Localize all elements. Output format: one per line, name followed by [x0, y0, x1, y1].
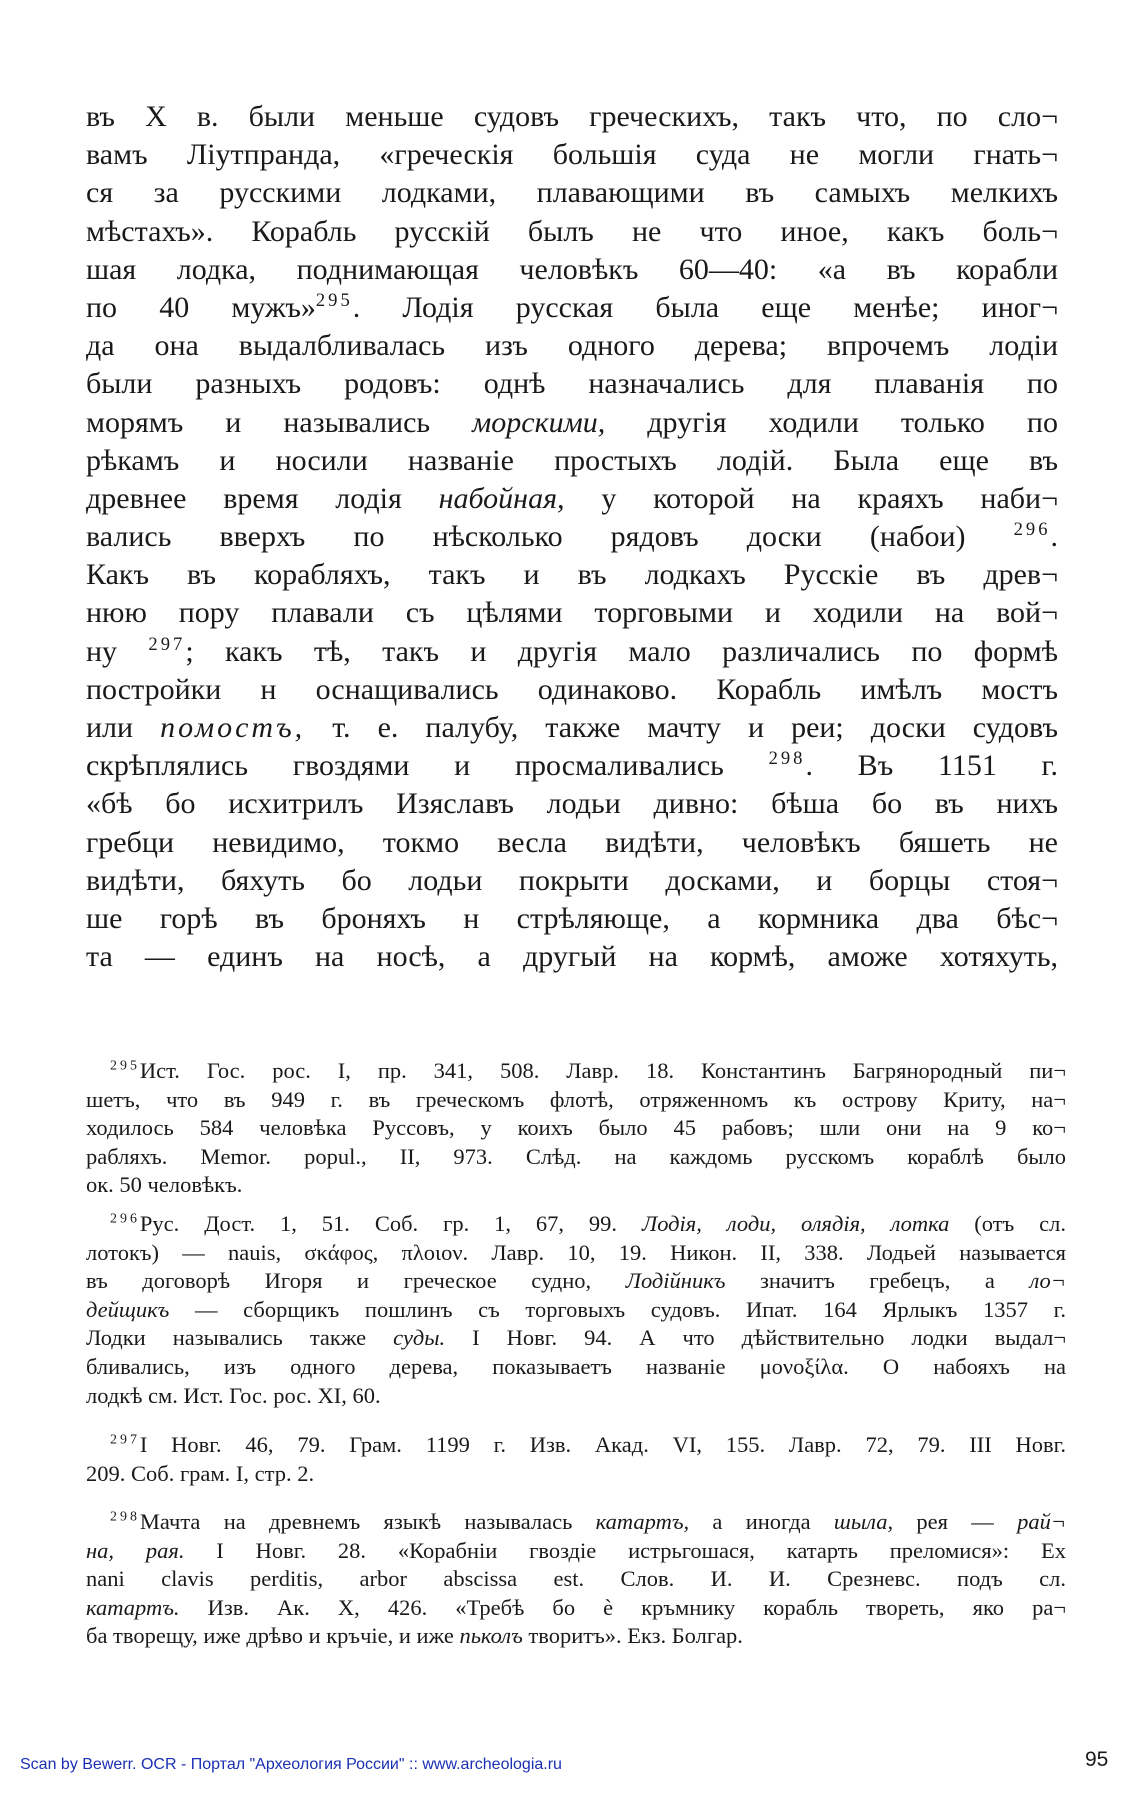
footnote-number: 295: [110, 1058, 140, 1074]
main-line: видѣти, бяхуть бо лодьи покрыти досками, и борцы стоя¬: [86, 863, 1058, 897]
footnote-line: $^{298}$Мачта на древнемъ языкѣ называлась катартъ, а иногда шыла, рея — рай¬: [110, 1509, 1066, 1534]
main-line: нюю пору плавали съ цѣлями торговыми и ходили на вой¬: [86, 596, 1058, 630]
footnote-line: рабляхъ. Memor. popul., II, 973. Слѣд. на каждомь русскомъ кораблѣ было: [86, 1143, 1066, 1169]
main-line: шая лодка, поднимающая человѣкъ 60—40: «а въ корабли: [86, 252, 1058, 286]
page-number: 95: [1085, 1748, 1109, 1771]
footnote-line: ба творещу, иже дрѣво и кръчіе, и иже пьколъ творитъ». Екз. Болгар.: [86, 1623, 743, 1649]
main-line: ся за русскими лодками, плавающими въ самыхъ мелкихъ: [86, 176, 1058, 210]
footnote-number: 298: [110, 1509, 140, 1525]
footnote-line: $^{296}$Рус. Дост. 1, 51. Соб. гр. 1, 67, 99. Лодія, лоди, олядія, лотка (отъ сл.: [110, 1211, 1066, 1236]
footnote-line: Лодки назывались также суды. I Новг. 94. А что дѣйствительно лодки выдал¬: [86, 1325, 1066, 1351]
footnote-line: въ договорѣ Игоря и греческое судно, Лодійникъ значитъ гребецъ, а ло¬: [86, 1268, 1066, 1294]
main-text: [86, 98, 1058, 976]
main-line: вались вверхъ по нѣсколько рядовъ доски (набои) $^{296}$.: [86, 519, 1059, 554]
main-line: древнее время лодія набойная, у которой на краяхъ наби¬: [86, 481, 1058, 515]
footnote-ref-298[interactable]: 298: [768, 748, 806, 770]
main-line: мѣстахъ». Корабль русскій былъ не что иное, какъ боль¬: [86, 214, 1058, 248]
footnote-line: $^{295}$Ист. Гос. рос. I, пр. 341, 508. Лавр. 18. Константинъ Багрянородный пи¬: [110, 1058, 1066, 1083]
footnote-line: катартъ. Изв. Ак. X, 426. «Требѣ бо ѐ кръмнику корабль твореть, яко ра¬: [86, 1594, 1066, 1620]
footnote-line: ходилось 584 человѣка Руссовъ, у коихъ было 45 рабовъ; шли они на 9 ко¬: [86, 1115, 1066, 1141]
main-line: постройки н оснащивались одинаково. Корабль имѣлъ мостъ: [86, 672, 1058, 706]
main-line: да она выдалбливалась изъ одного дерева; впрочемъ лодіи: [86, 329, 1058, 363]
main-line: или помостъ, т. е. палубу, также мачту и реи; доски судовъ: [86, 711, 1058, 744]
footnote-line: бливались, изъ одного дерева, показываетъ названіе μονοξίλα. О набояхъ на: [86, 1353, 1066, 1379]
footnote-296: [86, 1210, 1066, 1410]
main-line: ше горѣ въ броняхъ н стрѣляюще, а кормника два бѣс¬: [86, 901, 1058, 935]
footnote-line: nani clavis perditis, arbor abscissa est. Слов. И. И. Срезневс. подъ сл.: [86, 1566, 1066, 1592]
main-line: гребци невидимо, токмо весла видѣти, человѣкъ бяшеть не: [86, 825, 1058, 859]
footnote-295: [86, 1057, 1066, 1200]
main-line: скрѣплялись гвоздями и просмаливались $^{298}$. Въ 1151 г.: [86, 748, 1058, 783]
footnote-298: [86, 1508, 1066, 1651]
main-line: морямъ и назывались морскими, другія ходили только по: [86, 405, 1058, 439]
footnote-297: [86, 1431, 1066, 1488]
main-line: рѣкамъ и носили названіе простыхъ лодій. Была еще въ: [86, 443, 1058, 477]
footnote-ref-297[interactable]: 297: [148, 633, 186, 655]
footnote-line: лодкѣ см. Ист. Гос. рос. XI, 60.: [86, 1382, 381, 1408]
footnote-line: на, рая. I Новг. 28. «Корабніи гвоздіе истрьгошася, катарть преломися»: Ex: [86, 1537, 1066, 1563]
main-line: та — единъ на носѣ, а другый на кормѣ, аможе хотяхуть,: [86, 940, 1058, 974]
footnote-ref-296[interactable]: 296: [1013, 519, 1051, 541]
footnote-number: 296: [110, 1211, 140, 1227]
footnote-line: дейщикъ — сборщикъ пошлинъ съ торговыхъ судовъ. Ипат. 164 Ярлыкъ 1357 г.: [86, 1296, 1066, 1322]
main-line: ну $^{297}$; какъ тѣ, такъ и другія мало различались по формѣ: [86, 633, 1058, 668]
footnote-ref-295[interactable]: 295: [315, 289, 353, 311]
main-line: въ X в. были меньше судовъ греческихъ, такъ что, по сло¬: [86, 100, 1058, 133]
footnote-line: $^{297}$I Новг. 46, 79. Грам. 1199 г. Изв. Акад. VI, 155. Лавр. 72, 79. III Новг.: [110, 1432, 1066, 1457]
main-line: Какъ въ корабляхъ, такъ и въ лодкахъ Русскіе въ древ¬: [86, 558, 1058, 592]
main-line: по 40 мужъ»$^{295}$. Лодія русская была еще менѣе; иног¬: [86, 289, 1058, 324]
scan-credit-link[interactable]: Scan by Bewerr. OCR - Портал "Археология России" :: www.archeologia.ru: [20, 1756, 562, 1773]
footnote-line: лотокъ) — nauis, σκάφος, πλοιον. Лавр. 10, 19. Никон. II, 338. Лодьей называется: [86, 1239, 1066, 1265]
footnote-line: ок. 50 человѣкъ.: [86, 1172, 243, 1198]
main-line: вамъ Ліутпранда, «греческія большія суда не могли гнать¬: [86, 138, 1058, 172]
main-line: «бѣ бо исхитрилъ Изяславъ лодьи дивно: бѣша бо въ нихъ: [86, 787, 1058, 821]
footnote-number: 297: [110, 1432, 140, 1448]
main-line: были разныхъ родовъ: однѣ назначались для плаванія по: [86, 367, 1058, 401]
footnote-line: шетъ, что въ 949 г. въ греческомъ флотѣ, отряженномъ къ острову Криту, на¬: [86, 1086, 1066, 1112]
footnote-line: 209. Соб. грам. I, стр. 2.: [86, 1460, 315, 1486]
